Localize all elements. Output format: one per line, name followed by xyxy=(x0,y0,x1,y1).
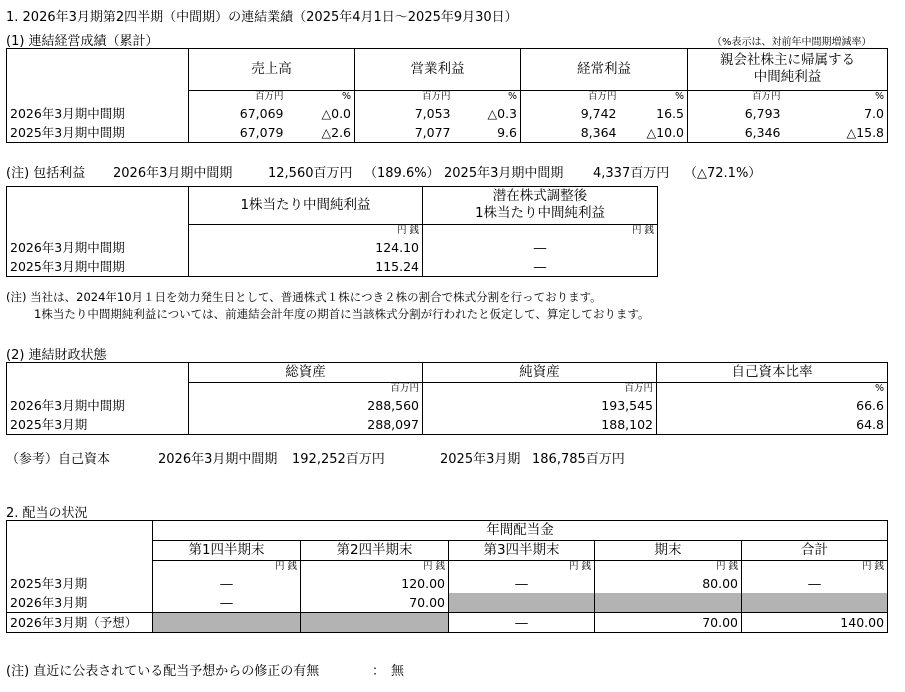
results-table xyxy=(6,48,888,143)
header-ordinary-income: 経常利益 xyxy=(521,49,688,91)
comprehensive-rate-2: （△72.1%） xyxy=(684,166,762,181)
results-header-blank xyxy=(7,49,189,91)
unit-pct: % xyxy=(620,90,688,104)
header-equity-ratio: 自己資本比率 xyxy=(657,363,888,383)
cell: 67,079 xyxy=(189,123,287,143)
ref-equity-period-2: 2025年3月期 xyxy=(440,452,521,467)
dividend-revision-value: 無 xyxy=(391,664,405,679)
cell-shaded xyxy=(153,613,301,633)
unit-yen: 百万円 xyxy=(423,383,657,397)
cell: 70.00 xyxy=(301,593,449,613)
comprehensive-rate-1: （189.6%） xyxy=(364,166,440,181)
cell: ― xyxy=(423,257,658,277)
comprehensive-income-label: (注) 包括利益 xyxy=(6,166,86,181)
unit-yen: 百万円 xyxy=(688,90,784,104)
financial-header-blank xyxy=(7,363,189,383)
cell: 288,097 xyxy=(189,415,423,435)
table-row xyxy=(7,104,888,123)
header-year-end: 期末 xyxy=(595,541,742,561)
comprehensive-period-2: 2025年3月期中間期 xyxy=(444,166,564,181)
header-net-income-line2: 中間純利益 xyxy=(753,69,822,86)
table-row xyxy=(7,123,888,143)
results-subtitle: (1) 連結経営成績（累計） xyxy=(6,34,159,49)
header-diluted-eps-line2: 1株当たり中間純利益 xyxy=(474,205,606,222)
unit-yen-sen: 円 銭 xyxy=(595,561,742,575)
header-annual-dividend: 年間配当金 xyxy=(153,521,888,541)
header-diluted-eps-line1: 潜在株式調整後 xyxy=(492,188,588,205)
cell: 124.10 xyxy=(189,238,423,257)
cell: △10.0 xyxy=(620,123,688,143)
row-label: 2026年3月期（予想） xyxy=(7,613,153,633)
header-total: 合計 xyxy=(742,541,888,561)
cell: 9.6 xyxy=(454,123,521,143)
unit-yen-sen: 円 銭 xyxy=(189,224,423,238)
cell: 8,364 xyxy=(521,123,620,143)
unit-yen: 百万円 xyxy=(189,383,423,397)
header-net-income xyxy=(688,49,888,91)
header-q3-end: 第3四半期末 xyxy=(449,541,595,561)
table-row xyxy=(7,415,888,435)
unit-yen: 百万円 xyxy=(521,90,620,104)
pct-note: （%表示は、対前年中間期増減率） xyxy=(712,37,872,48)
cell-shaded xyxy=(742,593,888,613)
cell: 9,742 xyxy=(521,104,620,123)
table-row xyxy=(7,574,888,593)
cell: 140.00 xyxy=(742,613,888,633)
row-label: 2025年3月期中間期 xyxy=(7,257,189,277)
cell: ― xyxy=(449,574,595,593)
eps-header-blank xyxy=(7,187,189,225)
header-eps: 1株当たり中間純利益 xyxy=(189,187,423,225)
unit-yen-sen: 円 銭 xyxy=(301,561,449,575)
dividends-title: 2. 配当の状況 xyxy=(6,506,88,521)
cell: 67,069 xyxy=(189,104,287,123)
unit-row-blank xyxy=(7,561,153,575)
header-sales: 売上高 xyxy=(189,49,355,91)
ref-equity-value-2: 186,785百万円 xyxy=(532,452,625,467)
cell: 188,102 xyxy=(423,415,657,435)
row-label: 2025年3月期 xyxy=(7,415,189,435)
unit-pct: % xyxy=(784,90,888,104)
dividends-header-blank xyxy=(7,521,153,541)
split-note-line-2: 1株当たり中間期純利益については、前連結会計年度の期首に当該株式分割が行われたと仮定して、算定しております。 xyxy=(34,307,650,321)
header-net-income-line1: 親会社株主に帰属する xyxy=(720,52,855,69)
cell: 80.00 xyxy=(595,574,742,593)
table-row xyxy=(7,593,888,613)
unit-yen-sen: 円 銭 xyxy=(742,561,888,575)
unit-row-blank xyxy=(7,224,189,238)
unit-yen-sen: 円 銭 xyxy=(449,561,595,575)
financial-subtitle: (2) 連結財政状態 xyxy=(6,348,107,363)
table-row xyxy=(7,238,658,257)
cell: 6,346 xyxy=(688,123,784,143)
cell: 7.0 xyxy=(784,104,888,123)
header-q1-end: 第1四半期末 xyxy=(153,541,301,561)
row-label: 2025年3月期中間期 xyxy=(7,123,189,143)
row-label: 2026年3月期中間期 xyxy=(7,396,189,415)
eps-table xyxy=(6,186,658,277)
cell: 7,077 xyxy=(355,123,454,143)
cell: 120.00 xyxy=(301,574,449,593)
cell: ― xyxy=(449,613,595,633)
cell: △15.8 xyxy=(784,123,888,143)
cell: ― xyxy=(153,593,301,613)
unit-yen-sen: 円 銭 xyxy=(423,224,658,238)
cell: △0.0 xyxy=(287,104,355,123)
dividends-table xyxy=(6,520,888,633)
cell: ― xyxy=(742,574,888,593)
cell: 288,560 xyxy=(189,396,423,415)
cell-shaded xyxy=(301,613,449,633)
cell: 66.6 xyxy=(657,396,888,415)
cell: 7,053 xyxy=(355,104,454,123)
ref-equity-label: （参考）自己資本 xyxy=(6,452,111,467)
table-row xyxy=(7,257,658,277)
unit-yen: 百万円 xyxy=(189,90,287,104)
cell: △0.3 xyxy=(454,104,521,123)
cell-shaded xyxy=(449,593,595,613)
header-q2-end: 第2四半期末 xyxy=(301,541,449,561)
header-total-assets: 総資産 xyxy=(189,363,423,383)
row-label: 2026年3月期 xyxy=(7,593,153,613)
cell: ― xyxy=(423,238,658,257)
financial-table xyxy=(6,362,888,435)
section-1-title: 1. 2026年3月期第2四半期（中間期）の連結業績（2025年4月1日～2025年9月30日） xyxy=(6,10,518,25)
unit-yen: 百万円 xyxy=(355,90,454,104)
cell-shaded xyxy=(595,593,742,613)
unit-pct: % xyxy=(657,383,888,397)
unit-yen-sen: 円 銭 xyxy=(153,561,301,575)
cell: 16.5 xyxy=(620,104,688,123)
row-label: 2025年3月期 xyxy=(7,574,153,593)
comprehensive-period-1: 2026年3月期中間期 xyxy=(113,166,233,181)
row-label: 2026年3月期中間期 xyxy=(7,238,189,257)
unit-pct: % xyxy=(287,90,355,104)
header-operating-income: 営業利益 xyxy=(355,49,521,91)
unit-row-blank xyxy=(7,383,189,397)
cell: △2.6 xyxy=(287,123,355,143)
dividend-revision-separator: ： xyxy=(372,664,386,679)
unit-pct: % xyxy=(454,90,521,104)
ref-equity-value-1: 192,252百万円 xyxy=(292,452,385,467)
cell: 64.8 xyxy=(657,415,888,435)
cell: 70.00 xyxy=(595,613,742,633)
row-label: 2026年3月期中間期 xyxy=(7,104,189,123)
table-row xyxy=(7,396,888,415)
dividends-header-blank-2 xyxy=(7,541,153,561)
cell: 6,793 xyxy=(688,104,784,123)
unit-row-blank xyxy=(7,90,189,104)
ref-equity-period-1: 2026年3月期中間期 xyxy=(158,452,278,467)
table-row xyxy=(7,613,888,633)
header-net-assets: 純資産 xyxy=(423,363,657,383)
cell: ― xyxy=(153,574,301,593)
dividend-revision-note: (注) 直近に公表されている配当予想からの修正の有無 xyxy=(6,664,320,679)
cell: 193,545 xyxy=(423,396,657,415)
comprehensive-value-1: 12,560百万円 xyxy=(268,166,353,181)
header-diluted-eps xyxy=(423,187,658,225)
cell: 115.24 xyxy=(189,257,423,277)
split-note-line-1: (注) 当社は、2024年10月１日を効力発生日として、普通株式１株につき２株の割合で株式分割を行っております。 xyxy=(6,290,602,304)
comprehensive-value-2: 4,337百万円 xyxy=(593,166,670,181)
